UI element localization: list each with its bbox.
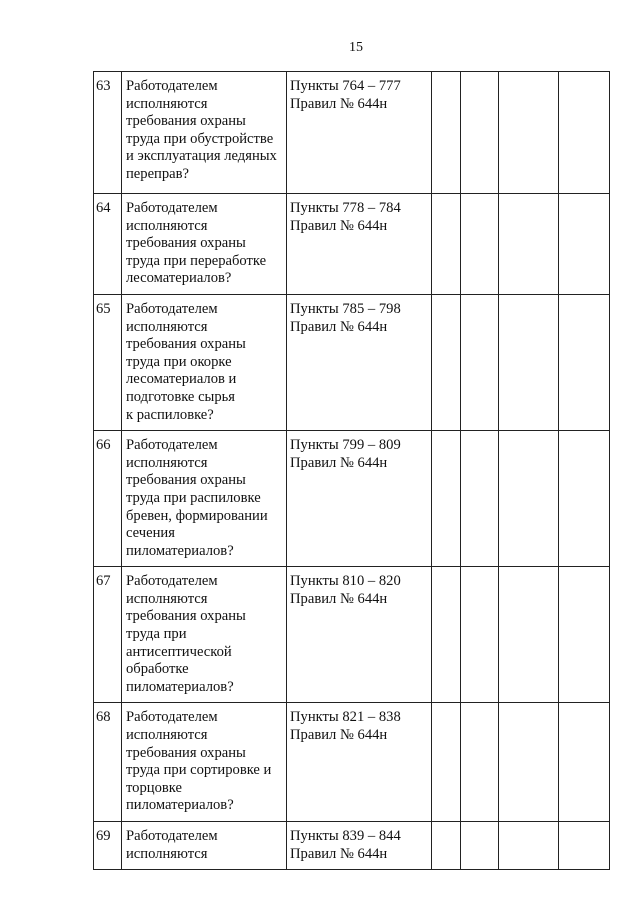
requirement-cell (122, 194, 287, 295)
reference-line: Правил № 644н (290, 318, 388, 335)
not-applicable-cell (499, 431, 559, 567)
answer-yes-cell (432, 72, 461, 194)
notes-cell (559, 567, 610, 703)
reference-line: Правил № 644н (290, 590, 388, 607)
reference-line: Пункты 839 – 844 (290, 828, 401, 844)
reference-line: Пункты 821 – 838 (290, 709, 401, 726)
answer-yes-cell (432, 703, 461, 822)
answer-yes-cell (432, 294, 461, 430)
reference-line: Правил № 644н (290, 454, 388, 471)
answer-yes-cell (432, 822, 461, 870)
item-number: 66 (94, 431, 122, 567)
item-number: 65 (94, 294, 122, 430)
requirement-cell (122, 822, 287, 870)
reference-line: Правил № 644н (290, 95, 388, 112)
regulation-reference (290, 437, 429, 472)
requirement-line: переправ? (126, 165, 190, 182)
checklist-table (93, 71, 610, 870)
requirement-line: труда при переработке (126, 252, 267, 269)
regulation-reference (290, 301, 429, 336)
reference-cell (287, 194, 432, 295)
item-number: 68 (94, 703, 122, 822)
requirement-question (126, 573, 284, 696)
requirement-line: к распиловке? (126, 406, 214, 423)
reference-cell (287, 431, 432, 567)
requirement-question (126, 828, 284, 863)
requirement-line: труда при распиловке (126, 489, 261, 506)
answer-no-cell (461, 431, 499, 567)
reference-line: Пункты 799 – 809 (290, 437, 401, 454)
requirement-line: исполняются (126, 845, 208, 862)
notes-cell (559, 703, 610, 822)
table-body (94, 72, 610, 870)
requirement-line: Работодателем (126, 437, 218, 454)
table-row (94, 294, 610, 430)
requirement-line: Работодателем (126, 300, 218, 317)
requirement-line: бревен, формировании (126, 507, 268, 524)
table-row (94, 703, 610, 822)
requirement-question (126, 78, 284, 184)
regulation-reference (290, 828, 429, 863)
answer-yes-cell (432, 431, 461, 567)
requirement-line: пиломатериалов? (126, 542, 234, 559)
table-row (94, 431, 610, 567)
answer-no-cell (461, 822, 499, 870)
requirement-line: исполняются (126, 590, 208, 607)
reference-cell (287, 294, 432, 430)
requirement-line: требования охраны (126, 744, 246, 761)
requirement-line: требования охраны (126, 113, 246, 130)
notes-cell (559, 72, 610, 194)
reference-line: Пункты 764 – 777 (290, 78, 401, 94)
regulation-reference (290, 78, 429, 113)
requirement-line: исполняются (126, 318, 208, 335)
requirement-line: обработке (126, 661, 189, 678)
item-number: 63 (94, 72, 122, 194)
requirement-cell (122, 431, 287, 567)
reference-line: Пункты 810 – 820 (290, 573, 401, 590)
reference-line: Пункты 778 – 784 (290, 200, 401, 216)
requirement-line: сечения (126, 525, 175, 542)
requirement-question (126, 200, 284, 288)
regulation-reference (290, 573, 429, 608)
requirement-cell (122, 294, 287, 430)
requirement-line: Работодателем (126, 828, 218, 844)
reference-cell (287, 72, 432, 194)
requirement-line: пиломатериалов? (126, 678, 234, 695)
requirement-line: антисептической (126, 643, 232, 660)
regulation-reference (290, 200, 429, 235)
page-number: 15 (349, 40, 363, 55)
not-applicable-cell (499, 72, 559, 194)
table-row (94, 72, 610, 194)
requirement-line: труда при (126, 626, 187, 643)
requirement-line: и эксплуатация ледяных (126, 148, 277, 165)
not-applicable-cell (499, 703, 559, 822)
notes-cell (559, 194, 610, 295)
answer-no-cell (461, 72, 499, 194)
requirement-line: требования охраны (126, 472, 246, 489)
requirement-cell (122, 703, 287, 822)
requirement-question (126, 437, 284, 560)
table-row (94, 194, 610, 295)
item-number: 69 (94, 822, 122, 870)
requirement-line: требования охраны (126, 336, 246, 353)
requirement-cell (122, 72, 287, 194)
requirement-line: исполняются (126, 454, 208, 471)
answer-no-cell (461, 567, 499, 703)
requirement-cell (122, 567, 287, 703)
requirement-line: Работодателем (126, 709, 218, 726)
table-row (94, 567, 610, 703)
answer-yes-cell (432, 567, 461, 703)
requirement-question (126, 301, 284, 424)
reference-line: Пункты 785 – 798 (290, 300, 401, 317)
requirement-line: требования охраны (126, 235, 246, 252)
item-number: 67 (94, 567, 122, 703)
answer-no-cell (461, 294, 499, 430)
item-number: 64 (94, 194, 122, 295)
requirement-line: лесоматериалов? (126, 270, 232, 287)
reference-cell (287, 703, 432, 822)
reference-line: Правил № 644н (290, 727, 388, 744)
reference-line: Правил № 644н (290, 217, 388, 234)
regulation-reference (290, 709, 429, 744)
requirement-line: труда при обустройстве (126, 130, 274, 147)
requirement-line: подготовке сырья (126, 388, 236, 405)
requirement-line: исполняются (126, 727, 208, 744)
requirement-line: труда при сортировке и (126, 762, 272, 779)
requirement-line: исполняются (126, 217, 208, 234)
not-applicable-cell (499, 567, 559, 703)
requirement-line: лесоматериалов и (126, 371, 237, 388)
notes-cell (559, 294, 610, 430)
requirement-line: торцовке (126, 779, 182, 796)
requirement-line: исполняются (126, 95, 208, 112)
requirement-line: Работодателем (126, 200, 218, 216)
requirement-question (126, 709, 284, 815)
requirement-line: Работодателем (126, 573, 218, 590)
not-applicable-cell (499, 294, 559, 430)
answer-no-cell (461, 194, 499, 295)
requirement-line: пиломатериалов? (126, 797, 234, 814)
requirement-line: Работодателем (126, 78, 218, 94)
answer-no-cell (461, 703, 499, 822)
not-applicable-cell (499, 822, 559, 870)
reference-cell (287, 567, 432, 703)
requirement-line: требования охраны (126, 608, 246, 625)
reference-line: Правил № 644н (290, 845, 388, 862)
not-applicable-cell (499, 194, 559, 295)
table-row (94, 822, 610, 870)
notes-cell (559, 822, 610, 870)
reference-cell (287, 822, 432, 870)
notes-cell (559, 431, 610, 567)
answer-yes-cell (432, 194, 461, 295)
requirement-line: труда при окорке (126, 353, 232, 370)
